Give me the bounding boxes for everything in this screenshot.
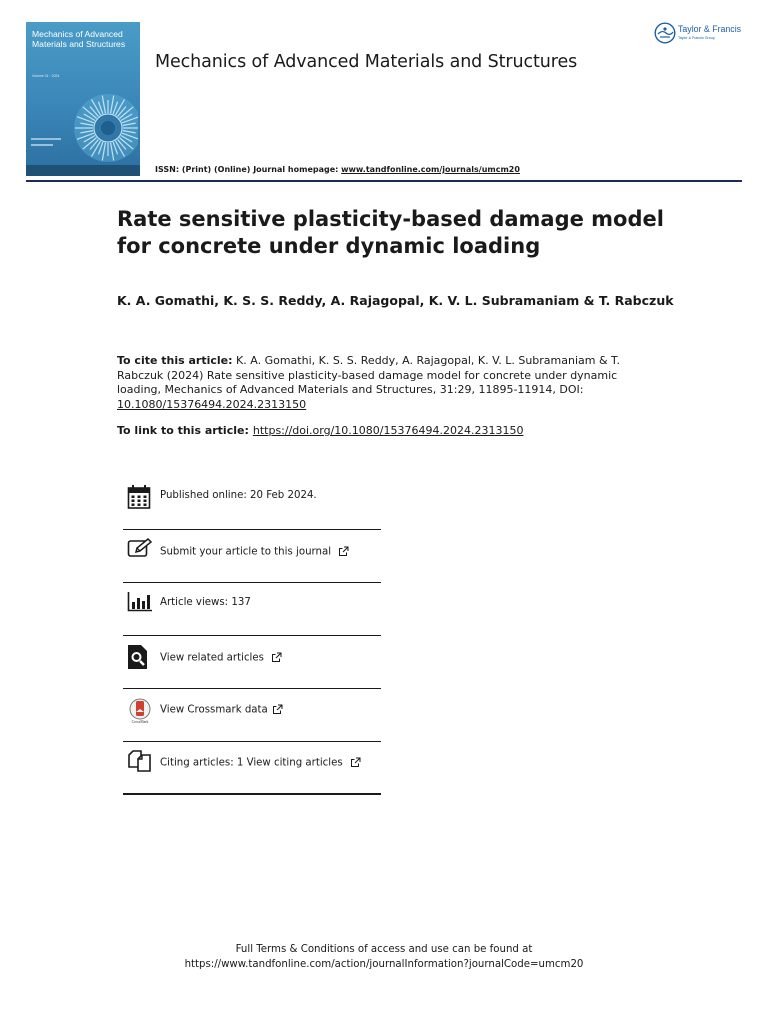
crossmark-icon bbox=[127, 698, 153, 724]
cover-volume: Volume 31 · 2024 bbox=[32, 74, 60, 78]
cover-artwork bbox=[34, 82, 138, 162]
submit-article-item[interactable] bbox=[123, 538, 381, 566]
article-views-text: Article views: 137 bbox=[160, 597, 251, 608]
external-link-icon bbox=[271, 652, 282, 663]
article-authors: K. A. Gomathi, K. S. S. Reddy, A. Rajagopal, K. V. L. Subramaniam & T. Rabczuk bbox=[117, 293, 674, 308]
published-online-text: Published online: 20 Feb 2024. bbox=[160, 490, 317, 501]
submit-article-link[interactable]: Submit your article to this journal bbox=[160, 546, 332, 558]
edit-icon bbox=[127, 538, 153, 560]
info-divider bbox=[123, 529, 381, 530]
publisher-subname: Taylor & Francis Group bbox=[678, 36, 715, 40]
cover-text-line bbox=[31, 144, 53, 146]
header-divider bbox=[26, 180, 742, 182]
citing-icon bbox=[127, 749, 153, 773]
publisher-logo[interactable] bbox=[654, 22, 746, 46]
submit-article-row bbox=[160, 546, 349, 558]
journal-cover-image bbox=[26, 22, 140, 176]
cover-bottom-bar bbox=[26, 165, 140, 176]
calendar-icon bbox=[127, 484, 151, 510]
external-link-icon bbox=[350, 757, 361, 768]
info-divider bbox=[123, 688, 381, 689]
bar-chart-icon bbox=[127, 592, 153, 612]
info-divider bbox=[123, 741, 381, 742]
external-link-icon bbox=[272, 704, 283, 715]
svg-text:CrossMark: CrossMark bbox=[131, 720, 149, 724]
info-divider bbox=[123, 793, 381, 795]
published-online-item bbox=[123, 484, 381, 512]
cover-journal-title: Mechanics of Advanced Materials and Structures bbox=[32, 29, 126, 49]
info-divider bbox=[123, 635, 381, 636]
article-views-item bbox=[123, 590, 381, 618]
cite-text: K. A. Gomathi, K. S. S. Reddy, A. Rajagopal, K. V. L. Subramaniam & T. Rabczuk (2024) Rate sensitive plasticity-based damage model for concrete under dynamic loading, Mechanics of Advanced Materials and Structures, 31:29, 11895-11914, DOI: bbox=[117, 354, 620, 396]
search-document-icon bbox=[127, 644, 149, 670]
external-link-icon bbox=[338, 546, 349, 557]
footer-terms-link[interactable]: https://www.tandfonline.com/action/journalInformation?journalCode=umcm20 bbox=[184, 959, 584, 970]
info-divider bbox=[123, 582, 381, 583]
issn-line bbox=[155, 165, 520, 174]
link-label: To link to this article: bbox=[117, 424, 249, 437]
footer-line-1: Full Terms & Conditions of access and use can be found at bbox=[235, 944, 533, 955]
cite-doi-link[interactable]: 10.1080/15376494.2024.2313150 bbox=[117, 397, 307, 411]
crossmark-row bbox=[160, 704, 283, 716]
crossmark-item[interactable] bbox=[123, 697, 381, 725]
article-title: Rate sensitive plasticity-based damage model for concrete under dynamic loading bbox=[117, 207, 664, 258]
journal-title: Mechanics of Advanced Materials and Structures bbox=[155, 52, 578, 72]
journal-homepage-link[interactable]: www.tandfonline.com/journals/umcm20 bbox=[341, 165, 520, 174]
cover-text-line bbox=[31, 138, 61, 140]
publisher-name: Taylor & Francis bbox=[678, 24, 742, 34]
citing-articles-item[interactable] bbox=[123, 749, 381, 777]
citing-articles-row bbox=[160, 757, 361, 769]
issn-label: ISSN: (Print) (Online) Journal homepage: bbox=[155, 165, 342, 174]
taylor-francis-logo-icon bbox=[654, 22, 676, 44]
article-link-line bbox=[117, 424, 523, 437]
footer-terms bbox=[0, 942, 768, 972]
related-articles-link[interactable]: View related articles bbox=[160, 652, 264, 664]
crossmark-link[interactable]: View Crossmark data bbox=[160, 704, 268, 716]
citing-articles-link[interactable]: Citing articles: 1 View citing articles bbox=[160, 757, 343, 769]
related-articles-item[interactable] bbox=[123, 644, 381, 672]
article-doi-link[interactable]: https://doi.org/10.1080/15376494.2024.2313150 bbox=[252, 424, 524, 437]
citation-block bbox=[117, 354, 637, 412]
related-articles-row bbox=[160, 652, 282, 664]
cite-label: To cite this article: bbox=[117, 354, 233, 367]
